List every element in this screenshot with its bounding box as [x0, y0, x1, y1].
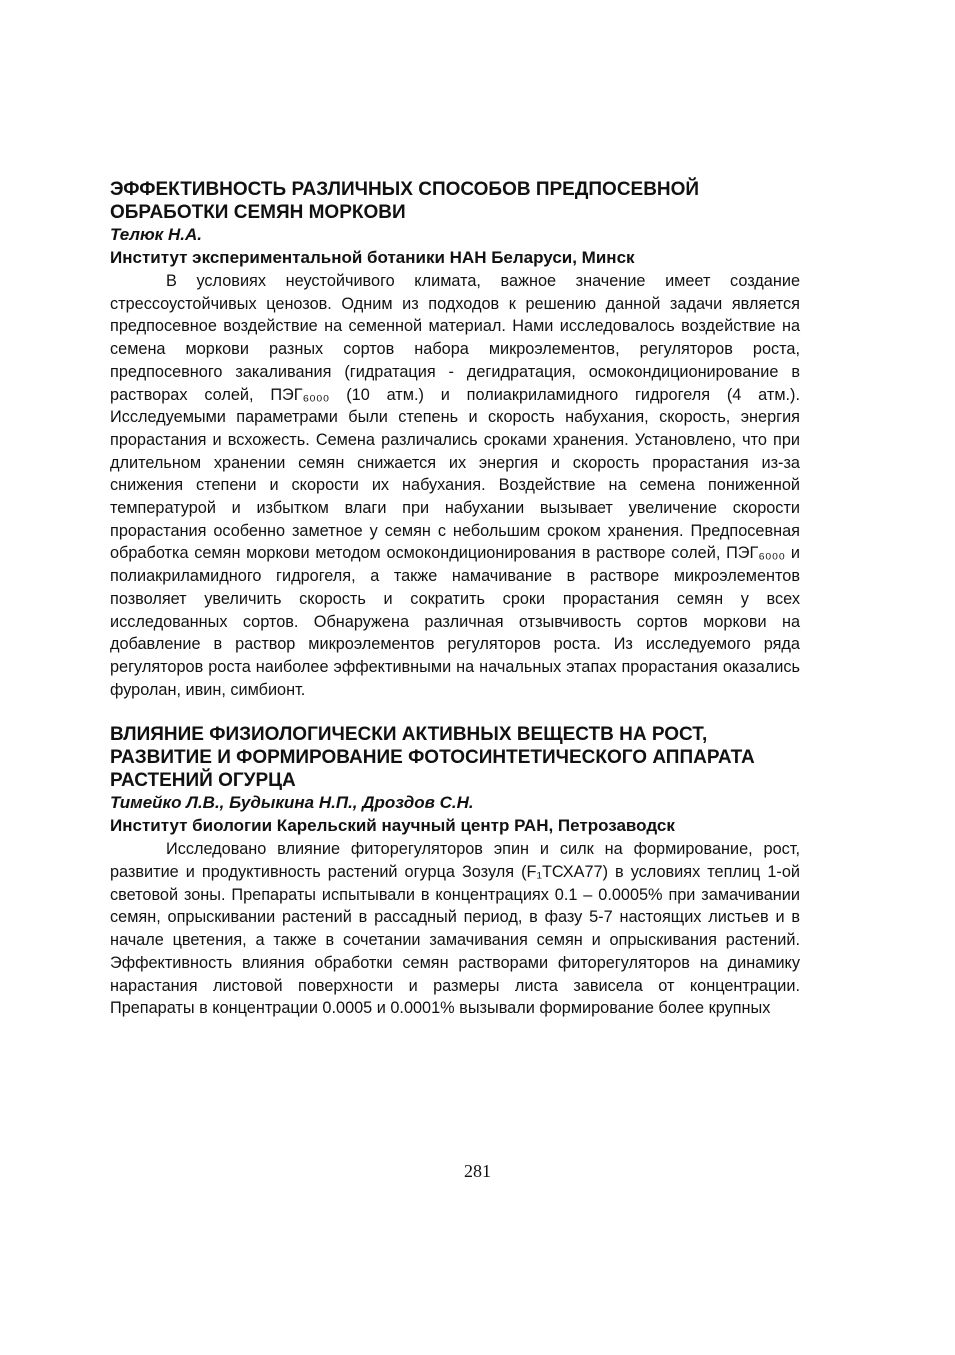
article-institution: Институт биологии Карельский научный центр РАН, Петрозаводск — [110, 816, 675, 836]
article-authors: Тимейко Л.В., Будыкина Н.П., Дроздов С.Н. — [110, 793, 474, 813]
article-title: ЭФФЕКТИВНОСТЬ РАЗЛИЧНЫХ СПОСОБОВ ПРЕДПОСЕВНОЙ ОБРАБОТКИ СЕМЯН МОРКОВИ — [110, 179, 700, 223]
page-number: 281 — [464, 1161, 491, 1181]
article-title: ВЛИЯНИЕ ФИЗИОЛОГИЧЕСКИ АКТИВНЫХ ВЕЩЕСТВ НА РОСТ, РАЗВИТИЕ И ФОРМИРОВАНИЕ ФОТОСИНТЕТИЧЕСКОГО АППАРАТА РАСТЕНИЙ ОГУРЦА — [110, 724, 755, 792]
article-authors: Телюк Н.А. — [110, 225, 203, 244]
article-body: Исследовано влияние фиторегуляторов эпин и силк на формирование, рост, развитие и продуктивность растений огурца Зозуля (F₁ТСХА77) в условиях теплиц 1-ой световой зоны. Препараты испытывали в концентрациях 0.1 – 0.0005% при замачивании семян, опрыскивании растений в рассадный период, в фазу 5-7 настоящих листьев и в начале цветения, а также в сочетании замачивания семян и опрыскивания растений. Эффективность влияния обработки семян растворами фиторегуляторов на динамику нарастания листовой поверхности и размеры листа зависела от концентрации. Препараты в концентрации 0.0005 и 0.0001% вызывали формирование более крупных — [110, 840, 800, 1018]
article-2 — [110, 723, 800, 1020]
section-divider — [110, 701, 800, 723]
page-content — [110, 178, 800, 1020]
article-1 — [110, 178, 800, 701]
article-body: В условиях неустойчивого климата, важное значение имеет создание стрессоустойчивых ценозов. Одним из подходов к решению данной задачи является предпосевное воздействие на семенной материал. Нами исследовалось воздействие на семена моркови разных сортов набора микроэлементов, регуляторов роста, предпосевного закаливания (гидратация - дегидратация, осмокондиционирование в растворах солей, ПЭГ₆₀₀₀ (10 атм.) и полиакриламидного гидрогеля (4 атм.). Исследуемыми параметрами были степень и скорость набухания, скорость, энергия прорастания и всхожесть. Семена различались сроками хранения. Установлено, что при длительном хранении семян снижается их энергия и скорость прорастания из-за снижения степени и скорости их набухания. Воздействие на семена пониженной температурой и избытком влаги при набухании вызывает увеличение скорости прорастания особенно заметное у семян с небольшим сроком хранения. Предпосевная обработка семян моркови методом осмокондиционирования в растворе солей, ПЭГ₆₀₀₀ и полиакриламидного гидрогеля, а также намачивание в растворе микроэлементов позволяет увеличить скорость и сократить сроки прорастания семян у всех исследованных сортов. Обнаружена различная отзывчивость сортов моркови на добавление в раствор микроэлементов регуляторов роста. Из исследуемого ряда регуляторов роста наиболее эффективными на начальных этапах прорастания оказались фуролан, ивин, симбионт. — [110, 272, 800, 699]
article-institution: Институт экспериментальной ботаники НАН Беларуси, Минск — [110, 248, 635, 267]
